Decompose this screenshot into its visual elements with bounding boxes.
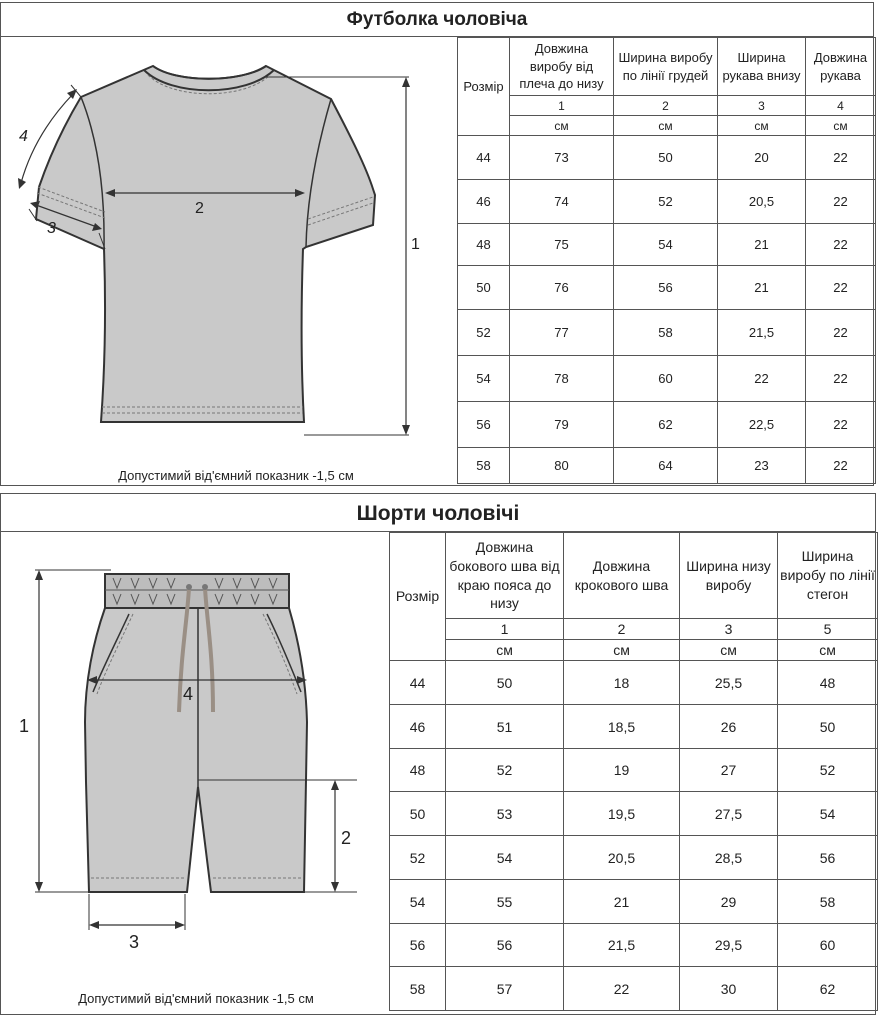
- shorts-header-hip-width: Ширина виробу по лінії стегон: [778, 533, 878, 619]
- value-cell: 27,5: [680, 792, 778, 836]
- tshirt-dim-label-2: 2: [195, 200, 204, 217]
- value-cell: 25,5: [680, 661, 778, 705]
- tshirt-header-size: Розмір: [458, 38, 510, 136]
- value-cell: 60: [614, 356, 718, 402]
- tshirt-unit: см: [510, 116, 614, 136]
- value-cell: 54: [446, 836, 564, 880]
- shorts-diagram: [1, 532, 387, 1012]
- table-row: [390, 924, 878, 967]
- value-cell: 62: [614, 402, 718, 448]
- value-cell: 19: [564, 749, 680, 792]
- value-cell: 62: [778, 967, 878, 1011]
- tshirt-unit: см: [614, 116, 718, 136]
- value-cell: 52: [446, 749, 564, 792]
- value-cell: 57: [446, 967, 564, 1011]
- value-cell: 21: [718, 224, 806, 266]
- tshirt-header-row: [458, 38, 876, 96]
- value-cell: 22: [806, 224, 876, 266]
- size-cell: 56: [390, 924, 446, 967]
- tshirt-header-length: Довжина виробу від плеча до низу: [510, 38, 614, 96]
- table-row: [390, 661, 878, 705]
- value-cell: 60: [778, 924, 878, 967]
- shorts-dim-label-3: 3: [129, 932, 140, 952]
- size-cell: 50: [458, 266, 510, 310]
- value-cell: 58: [778, 880, 878, 924]
- value-cell: 58: [614, 310, 718, 356]
- tshirt-header-chest: Ширина виробу по лінії грудей: [614, 38, 718, 96]
- value-cell: 29,5: [680, 924, 778, 967]
- size-cell: 52: [458, 310, 510, 356]
- tshirt-col-number: 4: [806, 96, 876, 116]
- value-cell: 50: [614, 136, 718, 180]
- tshirt-col-number: 2: [614, 96, 718, 116]
- tshirt-unit: см: [718, 116, 806, 136]
- shorts-dim-label-2: 2: [341, 828, 352, 848]
- value-cell: 76: [510, 266, 614, 310]
- table-row: [458, 224, 876, 266]
- table-row: [390, 880, 878, 924]
- shorts-col-number: 1: [446, 619, 564, 640]
- shorts-col-number: 5: [778, 619, 878, 640]
- size-cell: 44: [390, 661, 446, 705]
- size-cell: 50: [390, 792, 446, 836]
- value-cell: 22: [806, 402, 876, 448]
- value-cell: 18: [564, 661, 680, 705]
- value-cell: 22: [718, 356, 806, 402]
- shorts-unit-row: [390, 640, 878, 661]
- value-cell: 22: [806, 266, 876, 310]
- value-cell: 54: [778, 792, 878, 836]
- table-row: [390, 836, 878, 880]
- value-cell: 50: [778, 705, 878, 749]
- tshirt-size-chart: [0, 2, 874, 486]
- value-cell: 20,5: [718, 180, 806, 224]
- tshirt-header-sleeve-width: Ширина рукава внизу: [718, 38, 806, 96]
- value-cell: 20: [718, 136, 806, 180]
- tshirt-unit-row: [458, 116, 876, 136]
- value-cell: 52: [614, 180, 718, 224]
- table-row: [458, 310, 876, 356]
- shorts-header-hem-width: Ширина низу виробу: [680, 533, 778, 619]
- value-cell: 56: [778, 836, 878, 880]
- table-row: [458, 266, 876, 310]
- value-cell: 22: [806, 356, 876, 402]
- value-cell: 30: [680, 967, 778, 1011]
- size-cell: 58: [458, 448, 510, 484]
- shorts-unit: см: [680, 640, 778, 661]
- value-cell: 21,5: [718, 310, 806, 356]
- shorts-unit: см: [778, 640, 878, 661]
- value-cell: 29: [680, 880, 778, 924]
- table-row: [458, 448, 876, 484]
- shorts-dim-label-1: 1: [19, 716, 30, 736]
- tshirt-dim-label-1: 1: [411, 236, 420, 253]
- table-row: [458, 356, 876, 402]
- value-cell: 48: [778, 661, 878, 705]
- value-cell: 56: [614, 266, 718, 310]
- value-cell: 27: [680, 749, 778, 792]
- shorts-dim-label-4: 4: [183, 684, 194, 704]
- tshirt-col-number: 1: [510, 96, 614, 116]
- tshirt-unit: см: [806, 116, 876, 136]
- value-cell: 21,5: [564, 924, 680, 967]
- tshirt-title: Футболка чоловіча: [1, 3, 873, 37]
- table-row: [390, 792, 878, 836]
- value-cell: 22: [806, 180, 876, 224]
- value-cell: 56: [446, 924, 564, 967]
- value-cell: 19,5: [564, 792, 680, 836]
- tshirt-col-number: 3: [718, 96, 806, 116]
- shorts-tolerance-note: Допустимий від'ємний показник -1,5 см: [78, 991, 314, 1006]
- tshirt-header-sleeve-length: Довжина рукава: [806, 38, 876, 96]
- value-cell: 53: [446, 792, 564, 836]
- shorts-unit: см: [564, 640, 680, 661]
- size-cell: 54: [458, 356, 510, 402]
- value-cell: 75: [510, 224, 614, 266]
- value-cell: 21: [564, 880, 680, 924]
- table-row: [390, 749, 878, 792]
- value-cell: 20,5: [564, 836, 680, 880]
- value-cell: 22: [806, 448, 876, 484]
- shorts-header-inseam: Довжина крокового шва: [564, 533, 680, 619]
- value-cell: 22: [806, 310, 876, 356]
- value-cell: 78: [510, 356, 614, 402]
- value-cell: 23: [718, 448, 806, 484]
- value-cell: 64: [614, 448, 718, 484]
- value-cell: 21: [718, 266, 806, 310]
- value-cell: 52: [778, 749, 878, 792]
- value-cell: 22: [806, 136, 876, 180]
- tshirt-size-table: [457, 37, 876, 484]
- shorts-header-row: [390, 533, 878, 619]
- shorts-size-chart: [0, 493, 876, 1015]
- value-cell: 55: [446, 880, 564, 924]
- shorts-col-number: 3: [680, 619, 778, 640]
- tshirt-diagram: [1, 37, 456, 487]
- shorts-unit: см: [446, 640, 564, 661]
- tshirt-column-number-row: [458, 96, 876, 116]
- size-cell: 56: [458, 402, 510, 448]
- size-cell: 48: [458, 224, 510, 266]
- shorts-col-number: 2: [564, 619, 680, 640]
- value-cell: 79: [510, 402, 614, 448]
- value-cell: 73: [510, 136, 614, 180]
- tshirt-dim-label-4: 4: [19, 128, 28, 145]
- size-cell: 46: [458, 180, 510, 224]
- tshirt-tolerance-note: Допустимий від'ємний показник -1,5 см: [118, 468, 354, 483]
- shorts-title: Шорти чоловічі: [1, 494, 875, 532]
- shorts-column-number-row: [390, 619, 878, 640]
- size-cell: 58: [390, 967, 446, 1011]
- value-cell: 54: [614, 224, 718, 266]
- size-cell: 54: [390, 880, 446, 924]
- table-row: [390, 967, 878, 1011]
- size-cell: 44: [458, 136, 510, 180]
- value-cell: 80: [510, 448, 614, 484]
- size-cell: 46: [390, 705, 446, 749]
- value-cell: 22: [564, 967, 680, 1011]
- table-row: [390, 705, 878, 749]
- value-cell: 50: [446, 661, 564, 705]
- value-cell: 22,5: [718, 402, 806, 448]
- table-row: [458, 402, 876, 448]
- shorts-size-table: [389, 532, 878, 1011]
- value-cell: 51: [446, 705, 564, 749]
- table-row: [458, 136, 876, 180]
- value-cell: 26: [680, 705, 778, 749]
- value-cell: 28,5: [680, 836, 778, 880]
- value-cell: 77: [510, 310, 614, 356]
- value-cell: 74: [510, 180, 614, 224]
- size-cell: 48: [390, 749, 446, 792]
- value-cell: 18,5: [564, 705, 680, 749]
- table-row: [458, 180, 876, 224]
- tshirt-dim-label-3: 3: [47, 220, 56, 237]
- shorts-header-size: Розмір: [390, 533, 446, 661]
- size-cell: 52: [390, 836, 446, 880]
- shorts-header-side-seam: Довжина бокового шва від краю пояса до низу: [446, 533, 564, 619]
